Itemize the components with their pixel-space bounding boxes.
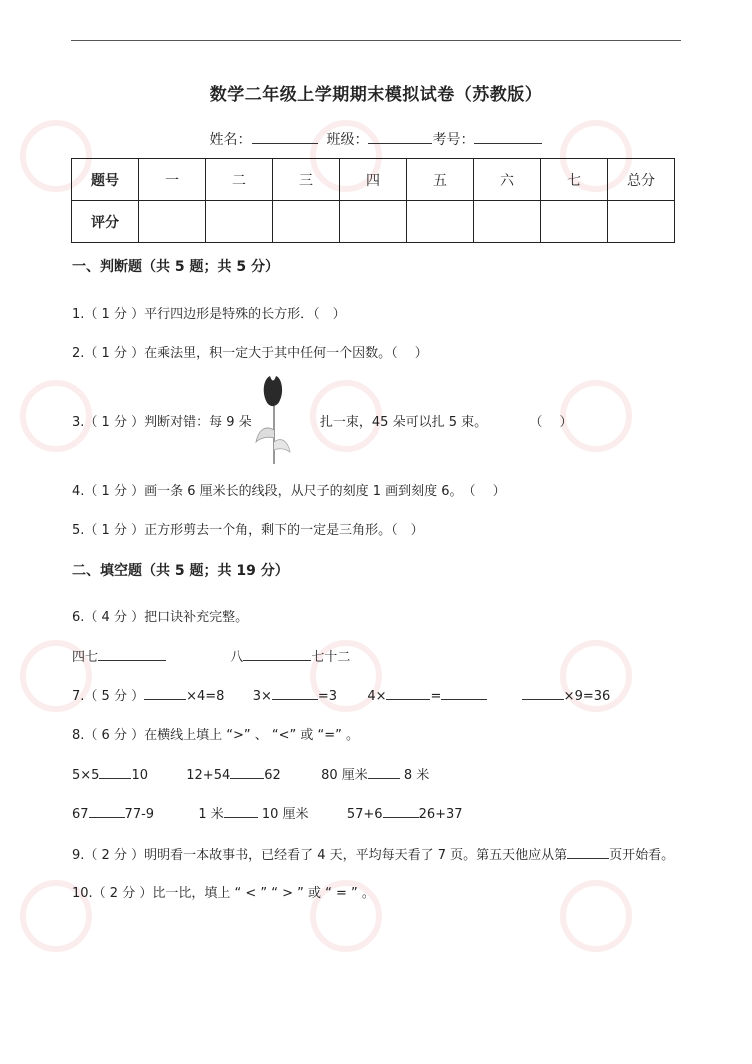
q8-expr: 62 xyxy=(264,768,281,783)
question-8-row-1 xyxy=(72,764,429,783)
table-cell: 二 xyxy=(206,159,273,201)
q6-item-a: 四七 xyxy=(72,650,99,665)
answer-blank[interactable] xyxy=(243,648,311,661)
score-cell[interactable] xyxy=(206,201,273,243)
q8-expr: 5×5 xyxy=(72,768,100,783)
q7-item-c-eq: = xyxy=(430,689,442,704)
q8-expr: 80 厘米 xyxy=(321,768,368,783)
section-heading: 一、判断题（共 5 题；共 5 分） xyxy=(72,259,279,275)
q7-item-b-end: =3 xyxy=(317,689,338,704)
score-cell[interactable] xyxy=(608,201,675,243)
q7-item-b: 3× xyxy=(252,689,272,704)
question-2: 2.（ 1 分 ）在乘法里，积一定大于其中任何一个因数。（ ） xyxy=(72,346,428,361)
score-cell[interactable] xyxy=(541,201,608,243)
class-label: 班级： xyxy=(326,132,369,148)
q7-item-c: 4× xyxy=(367,689,387,704)
header-rule xyxy=(71,40,681,41)
table-cell: 总分 xyxy=(608,159,675,201)
tulip-image xyxy=(252,372,296,468)
table-cell: 一 xyxy=(139,159,206,201)
q6-item-b: 八 xyxy=(230,650,244,665)
score-table xyxy=(71,158,675,243)
answer-blank[interactable] xyxy=(522,687,564,700)
score-cell[interactable] xyxy=(139,201,206,243)
question-3-part-c: （ ） xyxy=(529,415,573,430)
table-cell: 评分 xyxy=(72,201,139,243)
q8-expr: 57+6 xyxy=(346,807,383,822)
table-row xyxy=(72,159,675,201)
question-8-row-2 xyxy=(72,803,463,822)
q8-expr: 26+37 xyxy=(418,807,463,822)
table-cell: 四 xyxy=(340,159,407,201)
answer-blank[interactable] xyxy=(272,687,318,700)
q7-item-d: ×9=36 xyxy=(563,689,611,704)
score-cell[interactable] xyxy=(273,201,340,243)
answer-blank[interactable] xyxy=(224,805,258,818)
student-info xyxy=(0,129,752,149)
q8-expr: 10 xyxy=(131,768,148,783)
q9-text-end: 页开始看。 xyxy=(609,848,675,863)
answer-blank[interactable] xyxy=(230,766,264,779)
score-cell[interactable] xyxy=(407,201,474,243)
table-cell: 六 xyxy=(474,159,541,201)
question-1: 1.（ 1 分 ）平行四边形是特殊的长方形．（ ） xyxy=(72,307,346,322)
table-cell: 五 xyxy=(407,159,474,201)
question-4: 4.（ 1 分 ）画一条 6 厘米长的线段，从尺子的刻度 1 画到刻度 6。 （ ） xyxy=(72,484,506,499)
answer-blank[interactable] xyxy=(383,805,419,818)
number-label: 考号： xyxy=(432,132,475,148)
answer-blank[interactable] xyxy=(98,648,166,661)
answer-blank[interactable] xyxy=(99,766,131,779)
question-5: 5.（ 1 分 ）正方形剪去一个角，剩下的一定是三角形。（ ） xyxy=(72,523,424,538)
table-cell: 七 xyxy=(541,159,608,201)
name-label: 姓名： xyxy=(209,132,252,148)
q8-expr: 8 米 xyxy=(399,768,430,783)
question-3-part-b: 扎一束，45 朵可以扎 5 束。 xyxy=(319,415,488,430)
page-title: 数学二年级上学期期末模拟试卷（苏教版） xyxy=(209,85,543,105)
name-blank[interactable] xyxy=(252,129,318,144)
table-cell: 题号 xyxy=(72,159,139,201)
q8-expr: 67 xyxy=(72,807,89,822)
answer-blank[interactable] xyxy=(368,766,400,779)
answer-blank[interactable] xyxy=(144,687,186,700)
answer-blank[interactable] xyxy=(567,846,609,859)
question-7 xyxy=(72,685,610,704)
q8-expr: 1 米 xyxy=(198,807,224,822)
question-3 xyxy=(72,411,573,430)
score-cell[interactable] xyxy=(340,201,407,243)
q8-expr: 10 厘米 xyxy=(257,807,309,822)
q8-expr: 12+54 xyxy=(186,768,231,783)
answer-blank[interactable] xyxy=(441,687,487,700)
table-row xyxy=(72,201,675,243)
class-blank[interactable] xyxy=(368,129,432,144)
q9-text: 9.（ 2 分 ）明明看一本故事书，已经看了 4 天，平均每天看了 7 页。第五天他应从第 xyxy=(72,848,568,863)
answer-blank[interactable] xyxy=(386,687,430,700)
table-cell: 三 xyxy=(273,159,340,201)
q7-prefix: 7.（ 5 分 ） xyxy=(72,689,145,704)
question-10: 10.（ 2 分 ）比一比，填上 “ < ” “ > ” 或 “ = ” 。 xyxy=(72,886,375,901)
number-blank[interactable] xyxy=(474,129,542,144)
question-6: 6.（ 4 分 ）把口诀补充完整。 xyxy=(72,610,249,625)
answer-blank[interactable] xyxy=(89,805,125,818)
question-9 xyxy=(72,844,674,863)
question-6-items xyxy=(72,646,350,665)
section-heading: 二、填空题（共 5 题；共 19 分） xyxy=(72,563,289,579)
score-cell[interactable] xyxy=(474,201,541,243)
q7-item-a: ×4=8 xyxy=(186,689,225,704)
question-3-part-a: 3.（ 1 分 ）判断对错：每 9 朵 xyxy=(72,415,252,430)
question-8: 8.（ 6 分 ）在横线上填上 “>” 、 “<” 或 “=” 。 xyxy=(72,728,359,743)
q8-expr: 77-9 xyxy=(124,807,155,822)
q6-item-c: 七十二 xyxy=(311,650,351,665)
watermark-logo xyxy=(560,880,632,952)
